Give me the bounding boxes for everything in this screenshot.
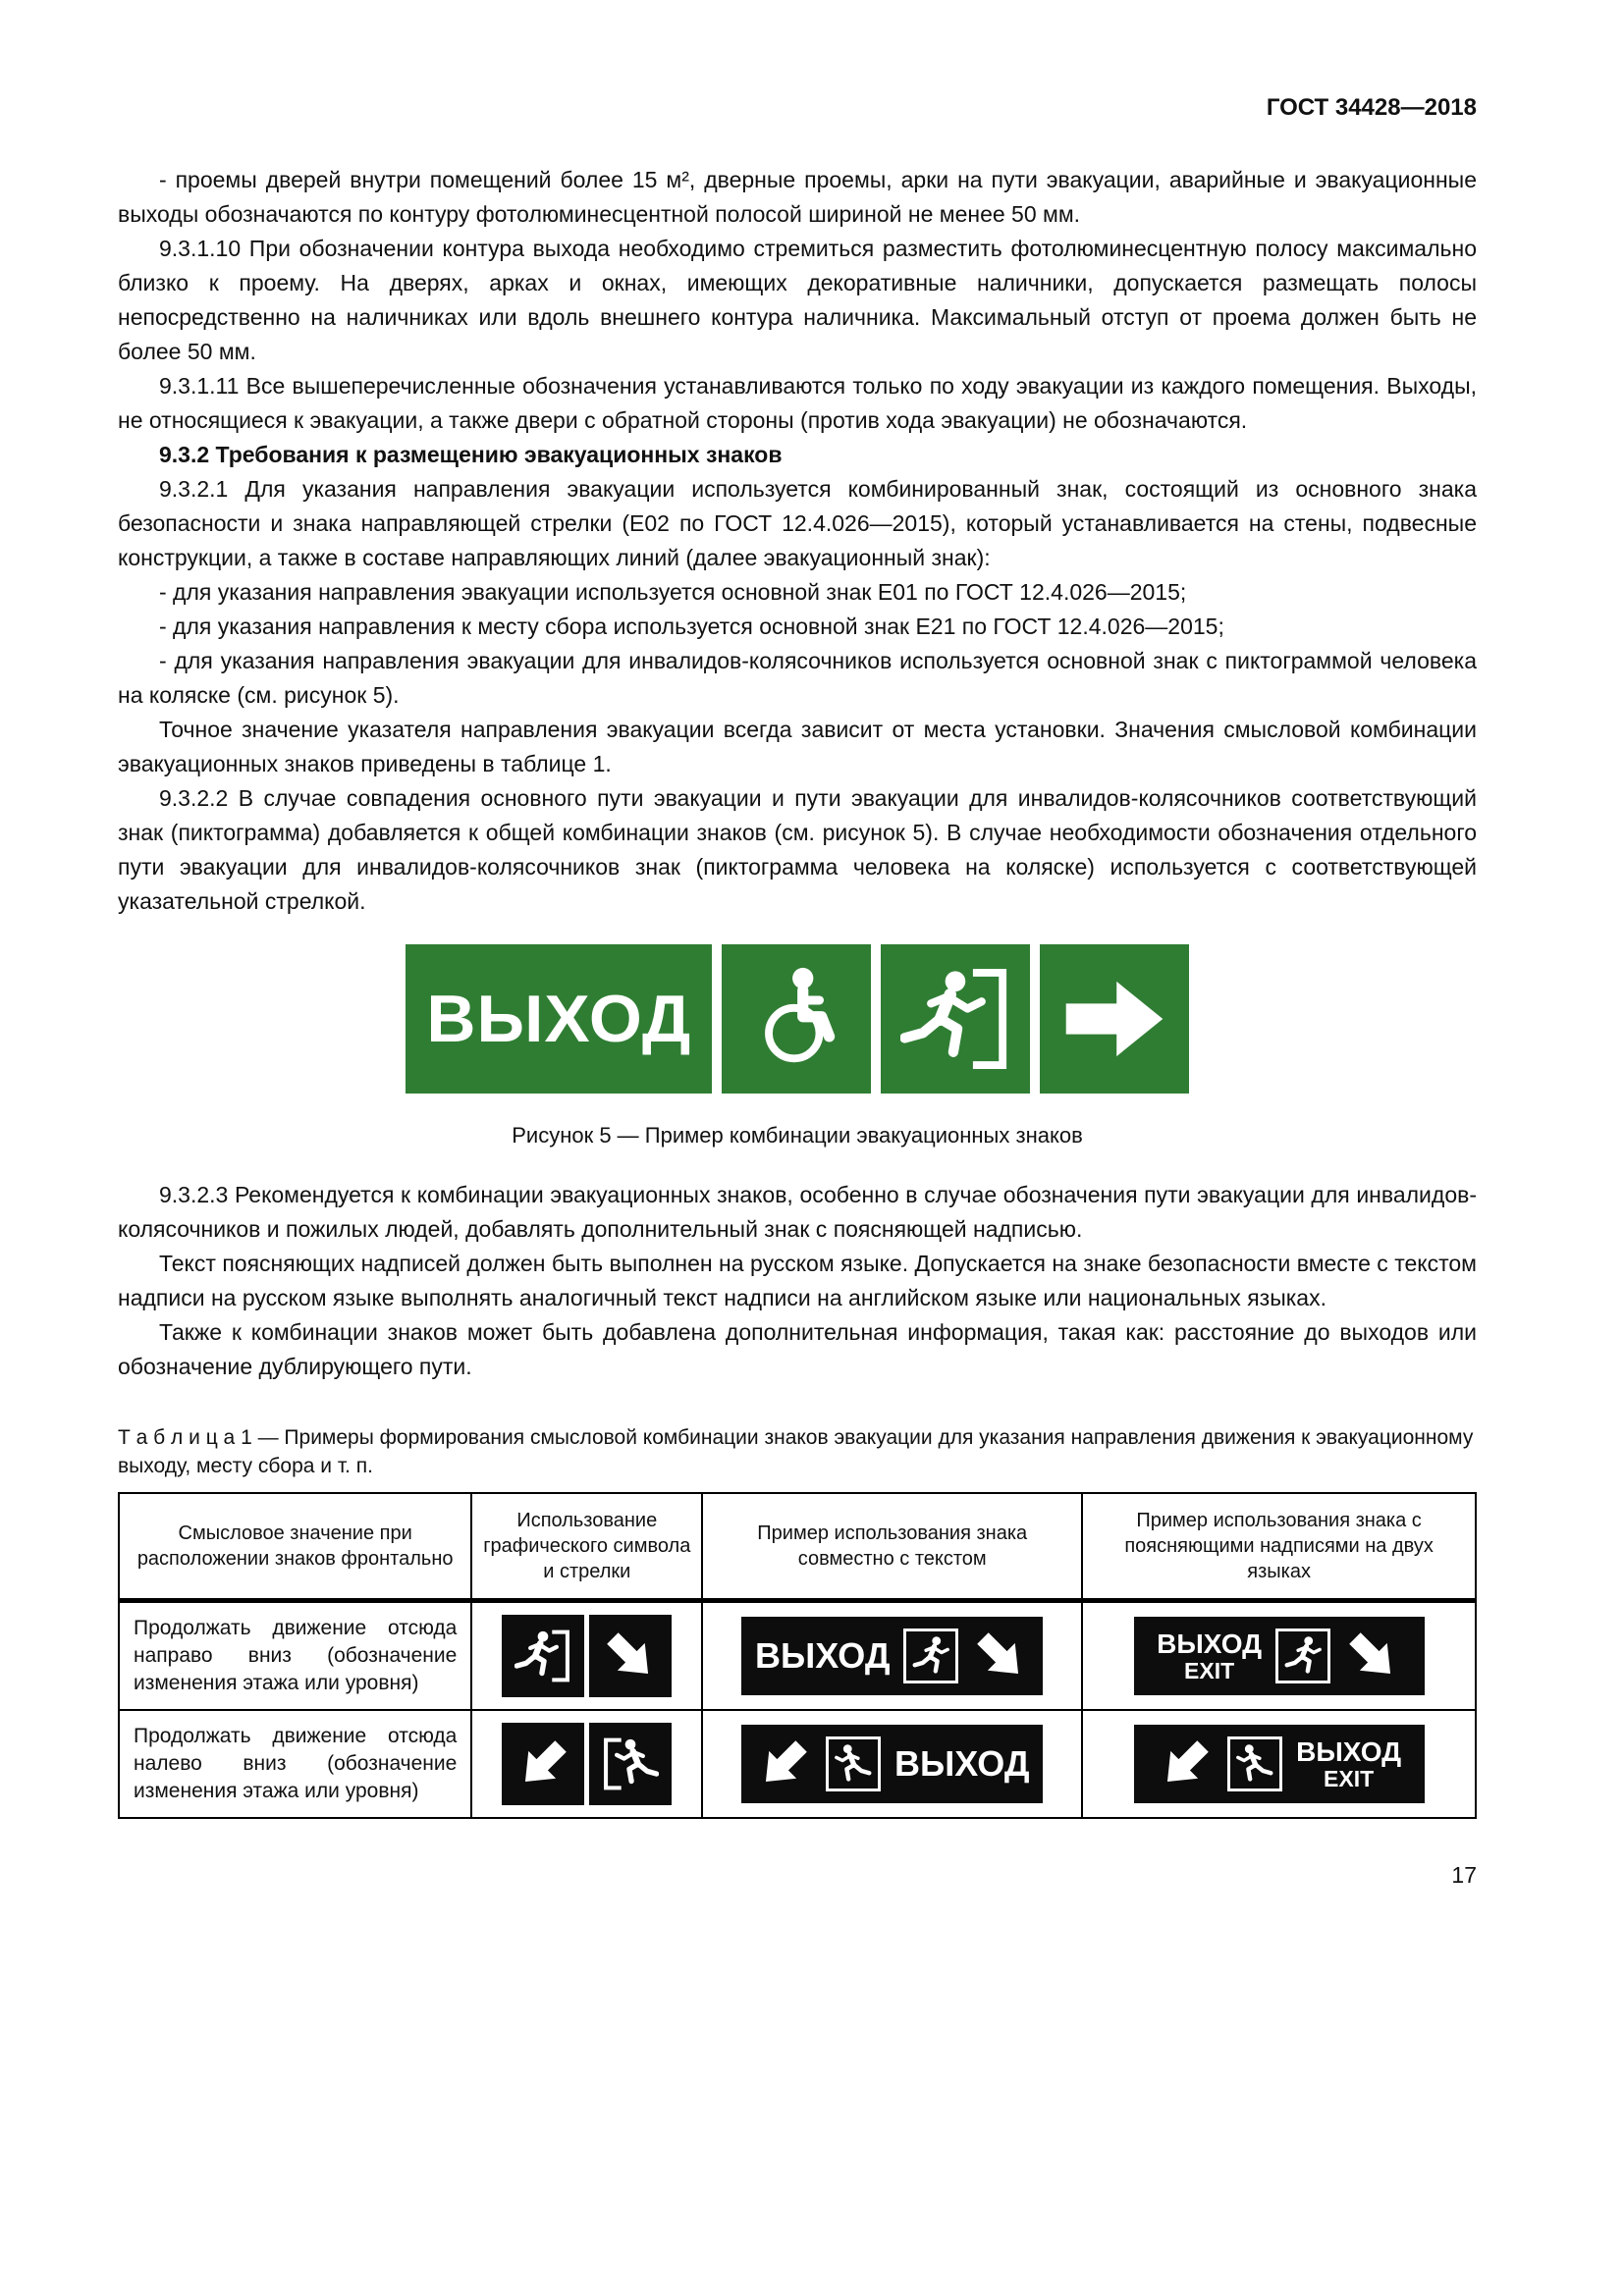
list-item-e21: - для указания направления к месту сбора используется основной знак Е21 по ГОСТ 12.4.026—2015; [159, 614, 1224, 639]
running-man-door-icon [900, 964, 1010, 1074]
wheelchair-icon [741, 964, 851, 1074]
arrow-down-right-icon [590, 1616, 671, 1696]
col-header-meaning: Смысловое значение при расположении знаков фронтально [119, 1493, 471, 1601]
doc-number-header: ГОСТ 34428—2018 [1266, 94, 1477, 121]
exit-label: ВЫХОД [893, 1743, 1030, 1784]
col-header-symbol-arrow: Использование графического символа и стрелки [471, 1493, 702, 1601]
col-header-with-text: Пример использования знака совместно с текстом [702, 1493, 1082, 1601]
black-sign-arrow-man-exit [741, 1725, 1044, 1803]
paragraph-9-3-2-1: 9.3.2.1 Для указания направления эвакуации используется комбинированный знак, состоящий из основного знака безопасности и знака направляющей стрелки (Е02 по ГОСТ 12.4.026—2015), который устанавливается на стены, подвесные конструкции, а также в составе направляющих линий (далее эвакуационный знак): [118, 476, 1477, 570]
green-sign-wheelchair [722, 944, 871, 1094]
running-man-left-icon [1233, 1742, 1276, 1786]
paragraph-label-language: Текст поясняющих надписей должен быть выполнен на русском языке. Допускается на знаке безопасности вместе с текстом надписи на русском языке выполнять аналогичный текст надписи на английском языке или национальных языках. [118, 1251, 1477, 1310]
bilingual-label [1157, 1629, 1262, 1682]
table-caption: Т а б л и ц а 1 — Примеры формирования смысловой комбинации знаков эвакуации для указания направления движения к эвакуационному выходу, месту сбора и т. п. [118, 1426, 1474, 1477]
sign-pair [502, 1615, 672, 1697]
row-description: Продолжать движение отсюда налево вниз (обозначение изменения этажа или уровня) [119, 1710, 471, 1818]
green-sign-arrow [1040, 944, 1189, 1094]
framed-pictogram [1227, 1736, 1282, 1791]
running-man-icon [1281, 1634, 1325, 1678]
cell-symbol-arrow [471, 1601, 702, 1711]
cell-sign-bilingual [1082, 1601, 1476, 1711]
col-header-bilingual: Пример использования знака с поясняющими надписями на двух языках [1082, 1493, 1476, 1601]
arrow-down-right-icon [1332, 1616, 1413, 1696]
paragraph-9-3-2-2: 9.3.2.2 В случае совпадения основного пути эвакуации и пути эвакуации для инвалидов-колясочников соответствующий знак (пиктограмма) добавляется к общей комбинации знаков (см. рисунок 5). В случае необходимости обозначения отдельного пути эвакуации для инвалидов-колясочников знак (пиктограмма человека на коляске) используется с соответствующей указательной стрелкой. [118, 785, 1477, 914]
arrow-down-left-icon [743, 1724, 824, 1804]
framed-pictogram [903, 1629, 958, 1683]
section-heading-9-3-2: 9.3.2 Требования к размещению эвакуационных знаков [159, 442, 783, 467]
page-number: 17 [1451, 1862, 1477, 1888]
black-sign-exit-man-arrow [741, 1617, 1044, 1695]
framed-pictogram [826, 1736, 881, 1791]
list-item-e01: - для указания направления эвакуации используется основной знак Е01 по ГОСТ 12.4.026—2015; [159, 579, 1187, 605]
table-1-sign-combinations [118, 1492, 1477, 1819]
arrow-down-right-icon [960, 1616, 1041, 1696]
arrow-down-left-icon [1145, 1724, 1225, 1804]
black-sign-arrow-down-right [589, 1615, 672, 1697]
bilingual-label [1296, 1737, 1401, 1790]
table-row-left-down [119, 1710, 1476, 1818]
row-description: Продолжать движение отсюда направо вниз (обозначение изменения этажа или уровня) [119, 1601, 471, 1711]
table-header-row [119, 1493, 1476, 1601]
black-sign-running-man-left [589, 1723, 672, 1805]
figure-5-sign-combination [118, 944, 1477, 1094]
exit-label-en: EXIT [1184, 1657, 1235, 1683]
exit-label-ru: ВЫХОД [1157, 1629, 1263, 1660]
green-sign-running-man [881, 944, 1030, 1094]
paragraph-exact-meaning: Точное значение указателя направления эвакуации всегда зависит от места установки. Значения смысловой комбинации эвакуационных знаков приведены в таблице 1. [118, 717, 1477, 776]
black-sign-exit-bilingual [1134, 1617, 1425, 1695]
black-sign-arrow-man-exit-bilingual [1134, 1725, 1425, 1803]
exit-label-en: EXIT [1324, 1765, 1375, 1791]
paragraph-9-3-1-10: 9.3.1.10 При обозначении контура выхода необходимо стремиться разместить фотолюминесцентную полосу максимально близко к проему. На дверях, арках и окнах, имеющих декоративные наличники, допускается размещать полосы непосредственно на наличниках или вдоль внешнего контура наличника. Максимальный отступ от проема должен быть не более 50 мм. [118, 236, 1477, 364]
arrow-down-left-icon [503, 1724, 583, 1804]
paragraph-dash-doorways: - проемы дверей внутри помещений более 15 м², дверные проемы, арки на пути эвакуации, аварийные и эвакуационные выходы обозначаются по контуру фотолюминесцентной полосой шириной не менее 50 мм. [118, 167, 1477, 227]
exit-label-ru: ВЫХОД [1296, 1736, 1402, 1768]
running-man-left-icon [832, 1742, 875, 1786]
framed-pictogram [1275, 1629, 1330, 1683]
black-sign-arrow-down-left [502, 1723, 584, 1805]
cell-symbol-arrow [471, 1710, 702, 1818]
figure-caption: Рисунок 5 — Пример комбинации эвакуационных знаков [512, 1123, 1083, 1148]
black-sign-running-man [502, 1615, 584, 1697]
paragraph-extra-info: Также к комбинации знаков может быть добавлена дополнительная информация, такая как: расстояние до выходов или обозначение дублирующего пути. [118, 1319, 1477, 1379]
exit-label: ВЫХОД [754, 1635, 891, 1676]
table-row-right-down [119, 1601, 1476, 1711]
running-man-door-icon [514, 1628, 571, 1684]
cell-sign-bilingual [1082, 1710, 1476, 1818]
cell-sign-with-text [702, 1710, 1082, 1818]
paragraph-9-3-2-3: 9.3.2.3 Рекомендуется к комбинации эвакуационных знаков, особенно в случае обозначения пути эвакуации для инвалидов-колясочников и пожилых людей, добавлять дополнительный знак с поясняющей надписью. [118, 1182, 1477, 1242]
cell-sign-with-text [702, 1601, 1082, 1711]
arrow-right-icon [1059, 964, 1169, 1074]
list-item-wheelchair: - для указания направления эвакуации для инвалидов-колясочников используется основной знак с пиктограммой человека на коляске (см. рисунок 5). [118, 648, 1477, 708]
running-man-icon [909, 1634, 952, 1678]
green-sign-exit-text [406, 944, 712, 1094]
running-man-door-left-icon [602, 1735, 659, 1792]
paragraph-9-3-1-11: 9.3.1.11 Все вышеперечисленные обозначения устанавливаются только по ходу эвакуации из каждого помещения. Выходы, не относящиеся к эвакуации, а также двери с обратной стороны (против хода эвакуации) не обозначаются. [118, 373, 1477, 433]
exit-label: ВЫХОД [425, 982, 692, 1056]
sign-pair [502, 1723, 672, 1805]
